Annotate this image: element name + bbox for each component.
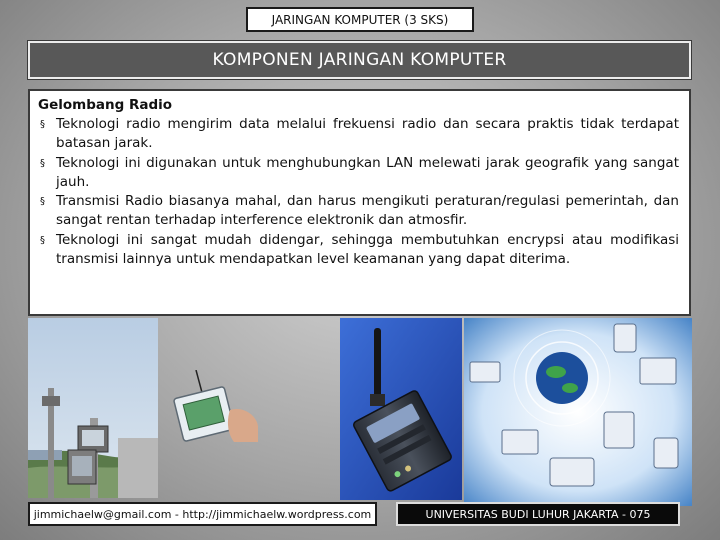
bullet-item [38,231,679,270]
content-box [28,89,691,316]
bullet-text: Teknologi radio mengirim data melalui frekuensi radio dan secara praktis tidak terdapat batasan jarak. [56,116,679,152]
wireless-radio-modem-graphic [340,318,462,500]
bullet-text: Transmisi Radio biasanya mahal, dan harus mengikuti peraturan/regulasi pemerintah, dan sangat rentan terhadap interference elektronik dan atmosfir. [56,193,679,229]
bullet-list [38,115,679,269]
bullet-item [38,192,679,231]
handheld-radio-device-graphic [160,370,260,442]
bullet-icon: § [40,234,45,246]
bullet-text: Teknologi ini sangat mudah didengar, sehingga membutuhkan encrypsi atau modifikasi transmisi lainnya untuk mendapatkan level keamanan yang dapat diterima. [56,231,679,268]
radio-antenna-station-photo [28,318,158,498]
bullet-item [38,154,679,193]
bullet-icon: § [40,196,45,208]
wireless-radio-modem-photo [340,318,462,500]
handheld-radio-device-photo [160,370,260,442]
footer-contact: jimmichaelw@gmail.com - http://jimmichaelw.wordpress.com [28,502,377,526]
section-heading: Gelombang Radio [38,97,173,113]
wireless-devices-graphic [464,318,692,506]
bullet-text: Teknologi ini digunakan untuk menghubungkan LAN melewati jarak geografik yang sangat jauh. [56,154,679,190]
slide-title: KOMPONEN JARINGAN KOMPUTER [28,41,691,79]
bullet-item [38,115,679,154]
wireless-devices-illustration [464,318,692,506]
footer-institution: UNIVERSITAS BUDI LUHUR JAKARTA - 075 [396,502,680,526]
course-title: JARINGAN KOMPUTER (3 SKS) [246,7,474,32]
radio-antenna-station-graphic [28,318,158,498]
bullet-icon: § [40,119,45,130]
bullet-icon: § [40,157,45,169]
